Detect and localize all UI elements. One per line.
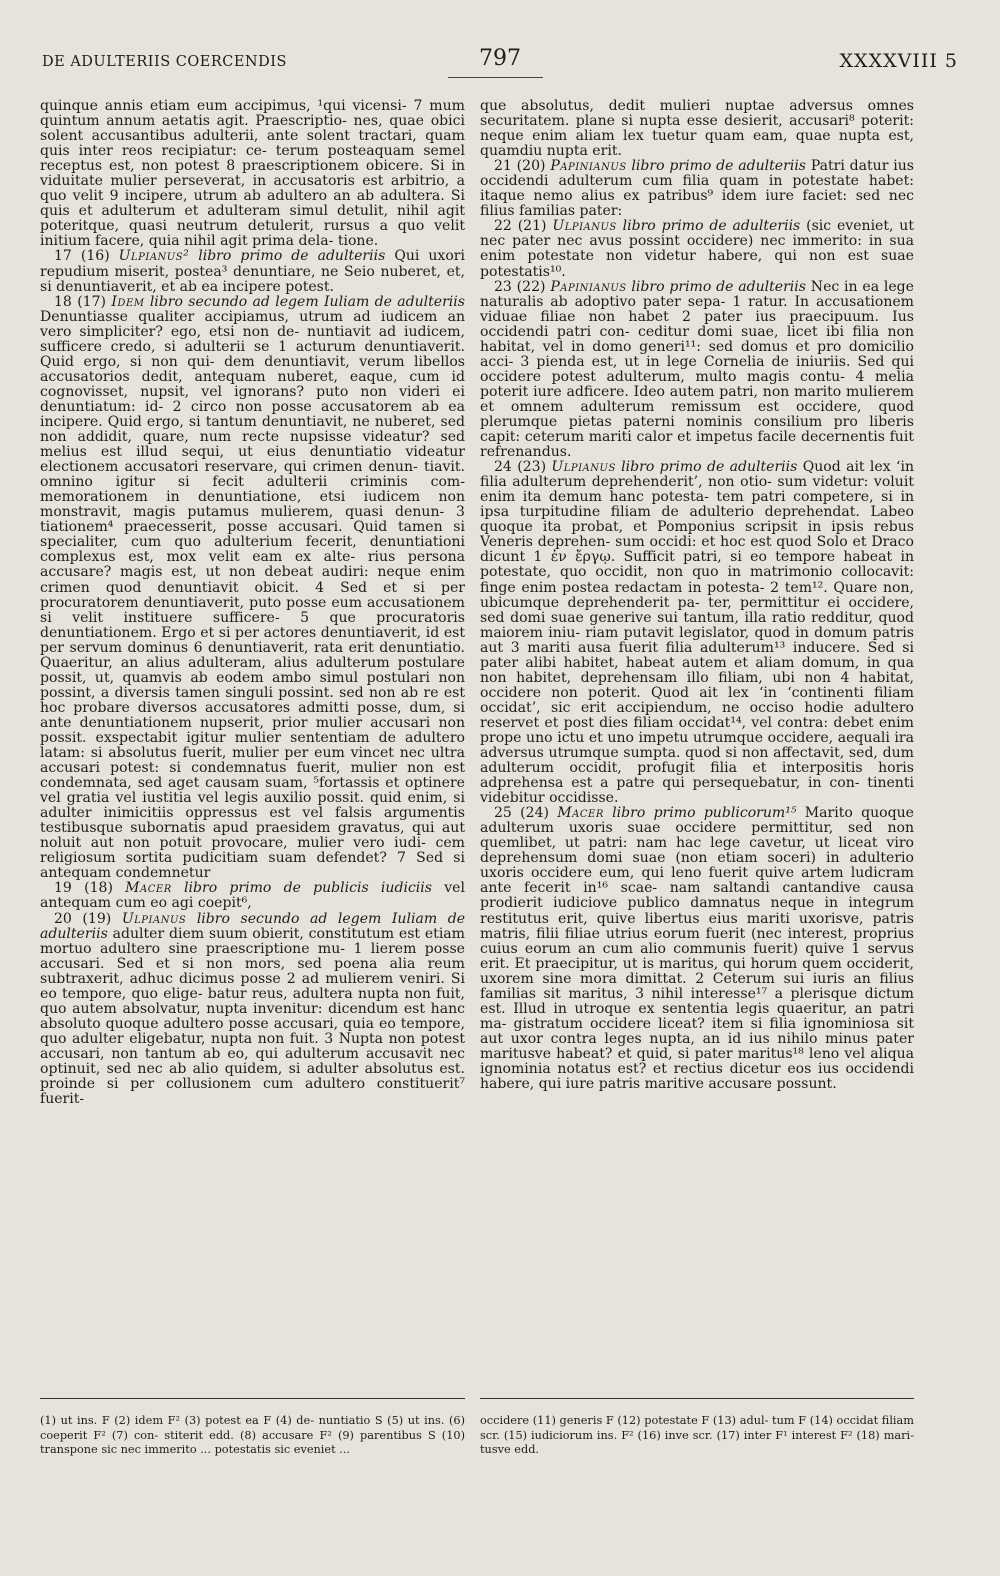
- fragment-text: Nec in ea lege naturalis ab adoptivo pater sepa- 1 ratur. In accusationem viduae filiae non habet 2 pater ius praecipuum. Ius occidendi patri con- ceditur domi suae, licet ibi filia non habitat, vel in domo generi¹¹: sed domus et pro domicilio acci- 3 pienda est, ut in lege Cornelia de iniuriis. Sed qui occidere potest adulterum, multo magis contu- 4 melia poterit iure adficere. Ideo autem patri, non marito mulierem et omnem adulterum remissum est occidere, quod plerumque pietas paterni nominis consilium pro liberis capit: ceterum mariti calor et impetus facile decernentis fuit refrenandus.: [480, 278, 914, 461]
- fragment-number: 23 (22): [494, 278, 546, 295]
- fragment-22: [480, 219, 914, 279]
- header-rule: [448, 77, 543, 78]
- footnote-rule: [480, 1398, 914, 1399]
- fragment-18: [40, 295, 465, 882]
- fragment-text: Patri datur ius occidendi adulterum cum filia quam in potestate habet: itaque nemo alius ex patribus⁹ idem iure faciet: sed nec filius familias pater:: [480, 158, 914, 220]
- fragment-number: 24 (23): [494, 459, 547, 476]
- fragment-number: 25 (24): [494, 805, 549, 822]
- fragment-text: Quod ait lex ‘in filia adulterum deprehenderit’, non otio- sum videtur: voluit enim ita demum hanc potesta- tem patri competere, si in ipsa turpitudine filiam de adulterio deprehendat. Labeo quoque ita probat, et Pomponius scripsit in ipsis rebus Veneris deprehen- sum occidi: et hoc est quod Solo et Draco dicunt 1 ἐν ἔργῳ. Sufficit patri, si eo tempore habeat in potestate, quo occidit, non quo in matrimonio collocavit: finge enim postea redactam in potesta- 2 tem¹². Quare non, ubicumque deprehenderit pa- ter, permittitur ei occidere, sed domi suae generive sui tantum, illa ratio redditur, quod maiorem iniu- riam putavit legislator, quod in domum patris aut 3 mariti ausa fuerit filia adulterum¹³ inducere. Sed si pater alibi habitet, habeat autem et aliam domum, in qua non habitet, deprehensam illo filiam, ubi non 4 habitat, occidere non poterit. Quod ait lex ‘in ‘continenti filiam occidat’, sic erit accipiendum, ne occiso hodie adultero reservet et post dies filiam occidat¹⁴, vel contra: debet enim prope uno ictu et uno impetu utrumque occidere, aequali ira adversus utrumque sumpta. quod si non affectavit, sed, dum adulterum occidit, profugit filia et interpositis horis adprehensa est a patre qui persequebatur, in con- tinenti videbitur occidisse.: [480, 459, 914, 807]
- fragment-number: 21 (20): [494, 158, 546, 175]
- fragment-author: Macer: [125, 880, 172, 897]
- fragment-text: Denuntiasse qualiter accipiamus, utrum ad iudicem an vero simpliciter? ego, etsi non de- nuntiavit ad iudicem, sufficere credo, si adulterii se 1 acturum denuntiaverit. Quid ergo, si non qui- dem denuntiavit, verum libellos accusatorios dedit, antequam nuberet, eaque, cum id cognovisset, nupsit, vel ignorans? puto non videri ei denuntiatum: id- 2 circo non posse accusatorem ab ea incipere. Quid ergo, si tantum denuntiavit, ne nuberet, sed non addidit, quare, num recte nupsisse videatur? sed melius est illud sequi, ut eius denuntiatio videatur electionem accusatori reservare, qui crimen denun- tiavit. omnino igitur si fecit adulterii criminis com- memorationem in denuntiatione, etsi iudicem non monstravit, magis putamus mulierem, quasi denun- 3 tiationem⁴ praecesserit, posse accusari. Quid tamen si specialiter, cum quo adulterium fecerit, denuntiationi complexus est, mox velit eam ex alte- rius persona accusare? magis est, ut non debeat audiri: neque enim crimen quod denuntiavit obicit. 4 Sed et si per procuratorem denuntiaverit, puto posse eum accusationem si velit instituere sufficere- 5 que procuratoris denuntiationem. Ergo et si per actores denuntiaverit, id est per servum dominus 6 denuntiaverit, rata erit denuntiatio. Quaeritur, an alius adulteram, alius adulterum postulare possit, ut, quamvis ab eodem ambo simul postulari non possint, a diversis tamen singuli possint. sed non ab re est hoc probare diversos accusatores admitti posse, dum, si ante denuntiationem nupserit, prior mulier accusari non possit. exspectabit igitur mulier sententiam de adultero latam: si absolutus fuerit, mulier per eum vincet nec ultra accusari potest: si condemnatus fuerit, mulier non est condemnata, sed aget causam suam, ⁵fortassis et optinere vel gratia vel iustitia vel legis auxilio possit. quid enim, si adulter inimicitiis oppressus est vel falsis argumentis testibusque subornatis apud praesidem gravatus, qui aut noluit aut non potuit provocare, mulier vero iudi- cem religiosum sortita pudicitiam suam defendet? 7 Sed si antequam condemnetur: [40, 308, 465, 882]
- fragment-20: [40, 912, 465, 1108]
- fragment-number: 18 (17): [54, 293, 107, 310]
- fragment-source: libro secundo ad legem Iuliam de adulteriis: [40, 910, 466, 942]
- fragment-source: libro secundo ad legem Iuliam de adulteriis: [149, 293, 465, 310]
- footnotes-left: [40, 1414, 465, 1458]
- left-column: [40, 99, 465, 1107]
- fragment-author: Macer: [557, 805, 604, 822]
- fragment-number: 17 (16): [54, 248, 110, 265]
- page-number: 797: [479, 46, 521, 71]
- fragment-author: Papinianus: [550, 158, 627, 175]
- footnote-rule: [40, 1398, 465, 1399]
- fragment-number: 22 (21): [494, 218, 547, 235]
- fragment-24: [480, 460, 914, 806]
- fragment-source: libro primo de adulteriis: [631, 158, 807, 175]
- fragment-author: Ulpianus: [121, 910, 187, 927]
- fragment-author: Idem: [111, 293, 145, 310]
- fragment-source: libro primo de adulteriis: [622, 218, 801, 235]
- footnote-text: (1) ut ins. F (2) idem F² (3) potest ea F (4) de- nuntiatio S (5) ut ins. (6) coeperit F² (7) con- stiterit edd. (8) accusare F² (9) parentibus S (10) transpone sic nec immerito ... potestatis sic eveniet ...: [40, 1414, 465, 1457]
- page-header: [42, 46, 958, 76]
- fragment-text: adulter diem suum obierit, constitutum est etiam mortuo adultero sine praescriptione mu- 1 lierem posse accusari. Sed et si non mors, sed poena alia reum subtraxerit, adhuc dicimus posse 2 ad mulierem veniri. Si eo tempore, quo elige- batur reus, adultera nupta non fuit, quo autem absolvatur, nupta invenitur: dicendum est hanc absoluto quoque adultero posse accusari, quia eo tempore, quo adulter eligebatur, nupta non fuit. 3 Nupta non potest accusari, non tantum ab eo, qui adulterum accusavit nec optinuit, sed nec ab alio quidem, si adulter absolutus est. proinde si per collusionem cum adultero constituerit⁷ fuerit-: [40, 925, 466, 1108]
- fragment-author: Papinianus: [550, 278, 627, 295]
- running-title: DE ADULTERIIS COERCENDIS: [42, 54, 287, 70]
- fragment-source: libro primo de publicis iudiciis: [184, 880, 433, 897]
- fragment-text: vel antequam cum eo agi coepit⁶,: [40, 880, 465, 912]
- fragment-number: 19 (18): [54, 880, 113, 897]
- fragment-number: 20 (19): [54, 910, 112, 927]
- fragment-text: Marito quoque adulterum uxoris suae occidere permittitur, sed non quemlibet, ut patri: nam hac lege cavetur, ut liceat viro deprehensum domi suae (non etiam soceri) in adulterio uxoris occidere eum, qui leno fuerit quive artem ludicram ante fecerit in¹⁶ scae- nam saltandi cantandive causa prodierit iudiciove publico damnatus neque in integrum restitutus erit, quive libertus eius mariti uxorisve, patris matris, filii filiae utrius eorum fuerit (nec interest, proprius cuius eorum an cum alio communis fuerit) quive 1 servus erit. Et praecipitur, ut is maritus, qui horum quem occiderit, uxorem sine mora dimittat. 2 Ceterum sui iuris an filius familias sit maritus, 3 nihil interesse¹⁷ a plerisque dictum est. Illud in utroque ex sententia legis quaeritur, an patri ma- gistratum occidere liceat? item si filia ignominiosa sit aut uxor contra leges nupta, an id ius nihilo minus pater maritusve habeat? et quid, si pater maritus¹⁸ leno vel aliqua ignominia notatus est? et rectius dicetur eos ius occidendi habere, qui iure patris maritive accusare possunt.: [480, 805, 914, 1093]
- fragment-author: Ulpianus: [551, 459, 616, 476]
- fragment-25: [480, 806, 914, 1092]
- fragment-17: [40, 249, 465, 294]
- fragment-text: Qui uxori repudium miserit, postea³ denuntiare, ne Seio nuberet, et, si denuntiaverit, et ab ea incipere potest.: [40, 248, 465, 295]
- paragraph: quinque annis etiam eum accipimus, ¹qui vicensi- 7 mum quintum annum aetatis agit. Praescriptio- nes, quae obici solent accusantibus adulterii, ante solent tractari, quam quis inter reos recipiatur: ce- terum posteaquam semel receptus est, non potest 8 praescriptionem obicere. Si in viduitate mulier perseverat, in accusatoris est arbitrio, a quo velit 9 incipere, utrum ab adultero an ab adultera. Si quis et adulterum et adulteram simul detulit, nihil agit poteritque, quasi neutrum detulerit, rursus a quo velit initium facere, quia nihil agit prima dela- tione.: [40, 98, 465, 250]
- fragment-23: [480, 280, 914, 461]
- paragraph: que absolutus, dedit mulieri nuptae adversus omnes securitatem. plane si nupta esse desierit, accusari⁸ poterit: neque enim aliam lex tuetur quam eam, quae nupta est, quamdiu nupta erit.: [480, 98, 914, 160]
- footnotes-right: [480, 1414, 914, 1458]
- fragment-source: libro primo de adulteriis: [198, 248, 386, 265]
- book-reference: XXXXVIII 5: [839, 50, 958, 72]
- fragment-source: libro primo publicorum¹⁵: [612, 805, 797, 822]
- fragment-source: libro primo de adulteriis: [621, 459, 798, 476]
- footnote-text: occidere (11) generis F (12) potestate F (13) adul- tum F (14) occidat filiam scr. (15) iudiciorum ins. F² (16) inve scr. (17) inter F¹ interest F² (18) mari- tusve edd.: [480, 1414, 914, 1457]
- right-column: [480, 99, 914, 1092]
- fragment-author: Ulpianus: [552, 218, 617, 235]
- fragment-21: [480, 159, 914, 219]
- fragment-19: [40, 881, 465, 911]
- fragment-author: Ulpianus²: [118, 248, 190, 265]
- fragment-text: (sic eveniet, ut nec pater nec avus possint occidere) nec immerito: in sua enim potestate non videtur habere, qui non est suae potestatis¹⁰.: [480, 218, 914, 280]
- fragment-source: libro primo de adulteriis: [631, 278, 806, 295]
